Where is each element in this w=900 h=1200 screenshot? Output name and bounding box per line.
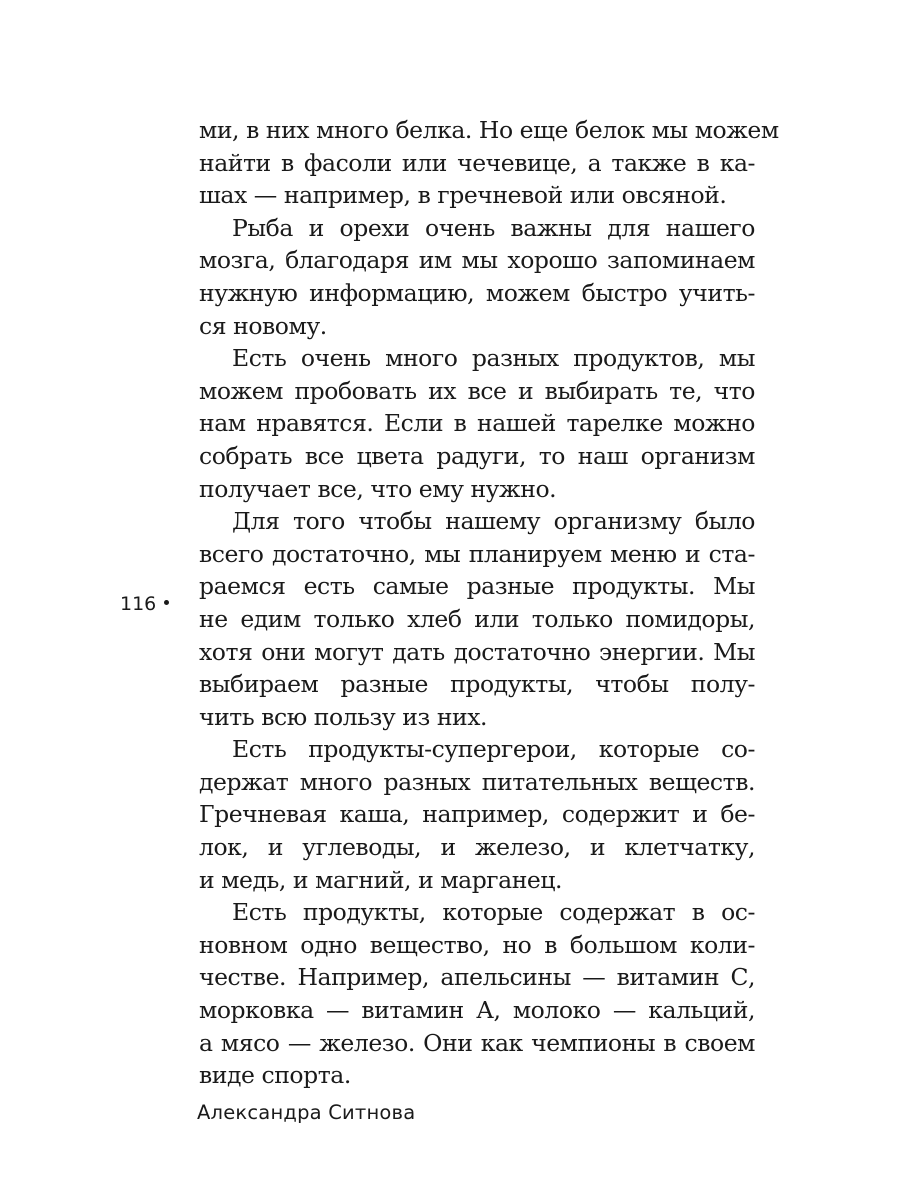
paragraph-5: [199, 733, 755, 896]
page-number-value: 116: [120, 593, 157, 615]
text-line: а мясо — железо. Они как чемпионы в своем: [199, 1028, 755, 1057]
text-line: Есть продукты-супергерои, которые со-: [232, 735, 755, 764]
text-line: ми, в них много белка. Но еще белок мы можем: [199, 116, 779, 144]
paragraph-4: [199, 505, 755, 733]
text-line: выбираем разные продукты, чтобы полу-: [199, 670, 755, 699]
text-line: Есть продукты, которые содержат в ос-: [232, 898, 755, 927]
text-line: Для того чтобы нашему организму было: [232, 507, 755, 536]
text-line: Есть очень много разных продуктов, мы: [232, 344, 755, 373]
paragraph-3: [199, 342, 755, 505]
text-line: собрать все цвета радуги, то наш организм: [199, 441, 755, 470]
page-number: [120, 592, 169, 616]
body-text: [199, 114, 779, 1092]
paragraph-1: [199, 114, 779, 212]
text-line: лок, и углеводы, и железо, и клетчатку,: [199, 833, 755, 862]
text-line: Рыба и орехи очень важны для нашего: [232, 213, 755, 242]
text-line: и медь, и магний, и марганец.: [199, 865, 563, 894]
text-line: шах — например, в гречневой или овсяной.: [199, 181, 727, 210]
running-footer-author: Александра Ситнова: [197, 1101, 416, 1124]
text-line: держат много разных питательных веществ.: [199, 767, 755, 796]
text-line: раемся есть самые разные продукты. Мы: [199, 572, 755, 601]
text-line: можем пробовать их все и выбирать те, что: [199, 376, 755, 405]
text-line: честве. Например, апельсины — витамин С,: [199, 963, 755, 992]
paragraph-6: [199, 896, 755, 1092]
text-line: виде спорта.: [199, 1061, 351, 1090]
paragraph-2: [199, 212, 755, 342]
bullet-icon: [164, 600, 169, 605]
text-line: найти в фасоли или чечевице, а также в ка-: [199, 148, 755, 177]
text-line: ся новому.: [199, 311, 327, 340]
text-line: нам нравятся. Если в нашей тарелке можно: [199, 409, 755, 438]
text-line: нужную информацию, можем быстро учить-: [199, 278, 755, 307]
text-line: всего достаточно, мы планируем меню и ста-: [199, 539, 755, 568]
text-line: получает все, что ему нужно.: [199, 474, 557, 503]
text-line: морковка — витамин А, молоко — кальций,: [199, 996, 755, 1025]
text-line: мозга, благодаря им мы хорошо запоминаем: [199, 246, 755, 275]
text-line: новном одно вещество, но в большом коли-: [199, 930, 755, 959]
text-line: хотя они могут дать достаточно энергии. Мы: [199, 637, 755, 666]
text-line: чить всю пользу из них.: [199, 702, 488, 731]
text-line: Гречневая каша, например, содержит и бе-: [199, 800, 755, 829]
text-line: не едим только хлеб или только помидоры,: [199, 604, 755, 633]
